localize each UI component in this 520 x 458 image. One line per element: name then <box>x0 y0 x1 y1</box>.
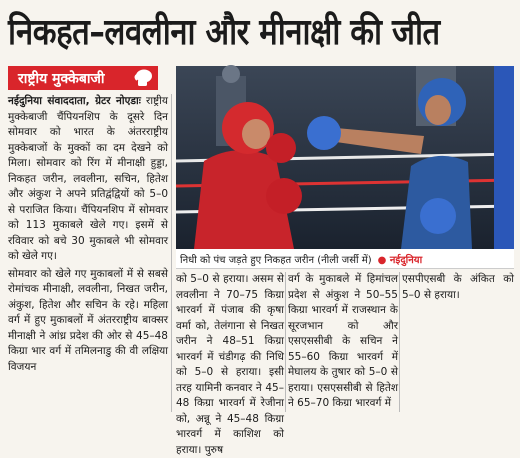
column-divider <box>171 94 172 412</box>
column-divider <box>285 272 286 412</box>
headline: निकहत–लवलीना और मीनाक्षी की जीत <box>8 12 440 53</box>
boxing-glove-icon <box>130 66 156 90</box>
photo-caption <box>176 249 514 269</box>
column-divider <box>399 272 400 412</box>
caption-text: निधी को पंच जड़ते हुए निकहत जरीन (नीली जर्सी में) <box>180 254 372 266</box>
section-tag <box>8 66 158 90</box>
article-paragraph-2: सोमवार को खेले गए मुकाबलों में से सबसे रोमांचक मीनाक्षी, लवलीना, निखत जरीन, अंकुश, हितेश और सचिन के रहे। महिला वर्ग में हुए मुकाबलों में अंतरराष्ट्रीय बाक्सर मीनाक्षी ने आंध्र प्रदेश की ओर से 45–48 किग्रा भार वर्ग में तमिलनाडु की वी लक्षिया विजयन <box>8 267 168 373</box>
article-column-left <box>8 94 168 412</box>
dateline: नईदुनिया संवाददाता, ग्रेटर नोएडाः <box>8 95 141 107</box>
article-column-3: एसपीएसबी के अंकित को 5–0 से हराया। <box>402 273 514 301</box>
article-column-2: वर्ग के मुकाबले में हिमांचल प्रदेश से अंकुश ने 50–55 किग्रा भारवर्ग में राजस्थान के सूरजभान को और एसएससीबी के सचिन ने 55–60 किग्रा भारवर्ग में मेघालय के तुषार को 5–0 से हराया। एसएससीबी से हितेश ने 65–70 किग्रा भारवर्ग में <box>288 273 398 409</box>
section-tag-label: राष्ट्रीय मुक्केबाजी <box>18 70 105 87</box>
article-paragraph-1: राष्ट्रीय मुक्केबाजी चैंपियनशिप के दूसरे दिन सोमवार को भारत के अंतरराष्ट्रीय मुक्केबाजों के मुक्कों का दम देखने को मिला। सोमवार को रिंग में मीनाक्षी हुड्डा, निकहत जरीन, लवलीना, सचिन, हितेश और अंकुश ने अपने प्रतिद्वंद्वियों को 5–0 से पराजित किया। चैंपियनशिप में सोमवार को 113 मुकाबले खेले गए। इसमें से रविवार को बचे 30 मुकाबले भी सोमवार को खेले गए। <box>8 95 168 262</box>
caption-credit: ● नईदुनिया <box>377 254 423 266</box>
boxing-photo <box>176 66 514 249</box>
article-column-1: को 5–0 से हराया। असम से लवलीना ने 70–75 किग्रा भारवर्ग में पंजाब की कृषा वर्मा को, तेलंगाना से निखत जरीन ने 48–51 किग्रा भारवर्ग में चंडीगढ़ की निधि को 5–0 से हराया। इसी तरह यामिनी कनवार ने 45–48 किग्रा भारवर्ग में रेजीना को, अन्नू ने 45–48 किग्रा भारवर्ग में काशिश को हराया। पुरुष <box>176 273 284 456</box>
